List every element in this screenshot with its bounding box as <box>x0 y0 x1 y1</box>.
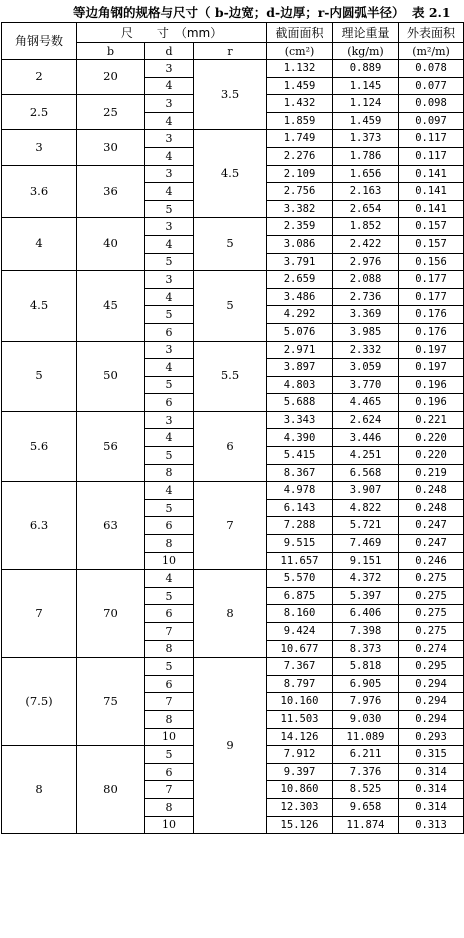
d-cell: 5 <box>145 253 194 271</box>
table-title <box>0 0 464 22</box>
weight-cell: 3.985 <box>333 323 399 341</box>
d-cell: 3 <box>145 341 194 359</box>
area-cell: 11.503 <box>267 710 333 728</box>
area-cell: 7.912 <box>267 746 333 764</box>
weight-cell: 3.446 <box>333 429 399 447</box>
header-b: b <box>77 43 145 60</box>
d-cell: 5 <box>145 200 194 218</box>
area-cell: 4.803 <box>267 376 333 394</box>
d-cell: 4 <box>145 288 194 306</box>
b-cell: 56 <box>77 411 145 481</box>
d-cell: 6 <box>145 517 194 535</box>
b-cell: 80 <box>77 746 145 834</box>
area-cell: 1.132 <box>267 60 333 78</box>
d-cell: 4 <box>145 429 194 447</box>
d-cell: 7 <box>145 781 194 799</box>
weight-cell: 1.459 <box>333 112 399 130</box>
area-cell: 3.791 <box>267 253 333 271</box>
surface-cell: 0.246 <box>399 552 464 570</box>
table-row <box>2 341 464 359</box>
header-area: 截面面积 <box>267 23 333 43</box>
surface-cell: 0.176 <box>399 306 464 324</box>
header-r: r <box>194 43 267 60</box>
area-cell: 5.570 <box>267 570 333 588</box>
area-cell: 3.897 <box>267 359 333 377</box>
area-cell: 4.292 <box>267 306 333 324</box>
weight-cell: 2.736 <box>333 288 399 306</box>
d-cell: 4 <box>145 147 194 165</box>
table-row <box>2 482 464 500</box>
area-cell: 4.978 <box>267 482 333 500</box>
header-row-1 <box>2 23 464 43</box>
weight-cell: 5.397 <box>333 587 399 605</box>
weight-cell: 2.088 <box>333 271 399 289</box>
surface-cell: 0.275 <box>399 587 464 605</box>
surface-cell: 0.117 <box>399 147 464 165</box>
surface-cell: 0.315 <box>399 746 464 764</box>
d-cell: 3 <box>145 165 194 183</box>
r-cell: 3.5 <box>194 60 267 130</box>
surface-cell: 0.197 <box>399 359 464 377</box>
surface-cell: 0.176 <box>399 323 464 341</box>
surface-cell: 0.078 <box>399 60 464 78</box>
d-cell: 3 <box>145 130 194 148</box>
surface-cell: 0.247 <box>399 517 464 535</box>
angle-no-cell: 2.5 <box>2 95 77 130</box>
b-cell: 45 <box>77 271 145 341</box>
d-cell: 5 <box>145 376 194 394</box>
weight-cell: 2.163 <box>333 183 399 201</box>
d-cell: 8 <box>145 464 194 482</box>
weight-cell: 4.372 <box>333 570 399 588</box>
r-cell: 7 <box>194 482 267 570</box>
header-surface-unit: (m²/m) <box>399 43 464 60</box>
weight-cell: 3.770 <box>333 376 399 394</box>
surface-cell: 0.098 <box>399 95 464 113</box>
angle-no-cell: 3.6 <box>2 165 77 218</box>
header-angle-no: 角钢号数 <box>2 23 77 60</box>
d-cell: 6 <box>145 763 194 781</box>
surface-cell: 0.247 <box>399 535 464 553</box>
surface-cell: 0.294 <box>399 693 464 711</box>
surface-cell: 0.275 <box>399 605 464 623</box>
weight-cell: 5.818 <box>333 658 399 676</box>
surface-cell: 0.314 <box>399 763 464 781</box>
area-cell: 3.086 <box>267 235 333 253</box>
angle-no-cell: 5 <box>2 341 77 411</box>
surface-cell: 0.196 <box>399 394 464 412</box>
angle-no-cell: 4.5 <box>2 271 77 341</box>
area-cell: 9.397 <box>267 763 333 781</box>
weight-cell: 9.658 <box>333 798 399 816</box>
weight-cell: 2.654 <box>333 200 399 218</box>
area-cell: 2.109 <box>267 165 333 183</box>
d-cell: 4 <box>145 482 194 500</box>
weight-cell: 8.525 <box>333 781 399 799</box>
area-cell: 5.076 <box>267 323 333 341</box>
area-cell: 9.515 <box>267 535 333 553</box>
area-cell: 3.382 <box>267 200 333 218</box>
surface-cell: 0.275 <box>399 570 464 588</box>
area-cell: 2.276 <box>267 147 333 165</box>
surface-cell: 0.141 <box>399 183 464 201</box>
d-cell: 3 <box>145 271 194 289</box>
area-cell: 12.303 <box>267 798 333 816</box>
d-cell: 7 <box>145 693 194 711</box>
angle-no-cell: 2 <box>2 60 77 95</box>
surface-cell: 0.157 <box>399 235 464 253</box>
r-cell: 5 <box>194 218 267 271</box>
area-cell: 3.486 <box>267 288 333 306</box>
surface-cell: 0.221 <box>399 411 464 429</box>
d-cell: 10 <box>145 552 194 570</box>
area-cell: 11.657 <box>267 552 333 570</box>
table-row <box>2 130 464 148</box>
b-cell: 36 <box>77 165 145 218</box>
weight-cell: 3.369 <box>333 306 399 324</box>
table-row <box>2 658 464 676</box>
area-cell: 1.749 <box>267 130 333 148</box>
d-cell: 8 <box>145 710 194 728</box>
weight-cell: 1.656 <box>333 165 399 183</box>
weight-cell: 6.406 <box>333 605 399 623</box>
surface-cell: 0.197 <box>399 341 464 359</box>
weight-cell: 7.398 <box>333 623 399 641</box>
d-cell: 4 <box>145 359 194 377</box>
r-cell: 6 <box>194 411 267 481</box>
d-cell: 4 <box>145 77 194 95</box>
r-cell: 5 <box>194 271 267 341</box>
surface-cell: 0.177 <box>399 271 464 289</box>
b-cell: 75 <box>77 658 145 746</box>
d-cell: 8 <box>145 798 194 816</box>
d-cell: 5 <box>145 447 194 465</box>
b-cell: 70 <box>77 570 145 658</box>
area-cell: 2.659 <box>267 271 333 289</box>
d-cell: 5 <box>145 658 194 676</box>
area-cell: 2.756 <box>267 183 333 201</box>
header-weight-unit: (kg/m) <box>333 43 399 60</box>
table-body <box>2 60 464 834</box>
area-cell: 1.432 <box>267 95 333 113</box>
d-cell: 4 <box>145 570 194 588</box>
d-cell: 8 <box>145 640 194 658</box>
surface-cell: 0.248 <box>399 482 464 500</box>
surface-cell: 0.196 <box>399 376 464 394</box>
d-cell: 5 <box>145 746 194 764</box>
angle-no-cell: 5.6 <box>2 411 77 481</box>
surface-cell: 0.248 <box>399 499 464 517</box>
d-cell: 4 <box>145 183 194 201</box>
r-cell: 8 <box>194 570 267 658</box>
d-cell: 6 <box>145 323 194 341</box>
r-cell: 5.5 <box>194 341 267 411</box>
b-cell: 40 <box>77 218 145 271</box>
weight-cell: 6.568 <box>333 464 399 482</box>
weight-cell: 7.976 <box>333 693 399 711</box>
weight-cell: 8.373 <box>333 640 399 658</box>
d-cell: 10 <box>145 816 194 834</box>
d-cell: 6 <box>145 605 194 623</box>
area-cell: 5.688 <box>267 394 333 412</box>
weight-cell: 11.089 <box>333 728 399 746</box>
surface-cell: 0.274 <box>399 640 464 658</box>
angle-no-cell: 7 <box>2 570 77 658</box>
weight-cell: 4.822 <box>333 499 399 517</box>
weight-cell: 4.465 <box>333 394 399 412</box>
b-cell: 25 <box>77 95 145 130</box>
weight-cell: 6.211 <box>333 746 399 764</box>
d-cell: 5 <box>145 499 194 517</box>
d-cell: 4 <box>145 235 194 253</box>
table-row <box>2 60 464 78</box>
weight-cell: 7.376 <box>333 763 399 781</box>
area-cell: 15.126 <box>267 816 333 834</box>
area-cell: 8.160 <box>267 605 333 623</box>
surface-cell: 0.141 <box>399 200 464 218</box>
angle-no-cell: 4 <box>2 218 77 271</box>
surface-cell: 0.220 <box>399 447 464 465</box>
weight-cell: 1.373 <box>333 130 399 148</box>
d-cell: 3 <box>145 60 194 78</box>
surface-cell: 0.294 <box>399 710 464 728</box>
d-cell: 4 <box>145 112 194 130</box>
weight-cell: 7.469 <box>333 535 399 553</box>
angle-no-cell: 6.3 <box>2 482 77 570</box>
header-area-unit: (cm²) <box>267 43 333 60</box>
weight-cell: 1.124 <box>333 95 399 113</box>
weight-cell: 1.852 <box>333 218 399 236</box>
surface-cell: 0.220 <box>399 429 464 447</box>
weight-cell: 6.905 <box>333 675 399 693</box>
b-cell: 50 <box>77 341 145 411</box>
weight-cell: 2.332 <box>333 341 399 359</box>
surface-cell: 0.156 <box>399 253 464 271</box>
area-cell: 2.971 <box>267 341 333 359</box>
surface-cell: 0.295 <box>399 658 464 676</box>
weight-cell: 9.151 <box>333 552 399 570</box>
d-cell: 5 <box>145 587 194 605</box>
area-cell: 6.143 <box>267 499 333 517</box>
weight-cell: 2.624 <box>333 411 399 429</box>
r-cell: 4.5 <box>194 130 267 218</box>
weight-cell: 4.251 <box>333 447 399 465</box>
area-cell: 1.459 <box>267 77 333 95</box>
surface-cell: 0.177 <box>399 288 464 306</box>
area-cell: 2.359 <box>267 218 333 236</box>
d-cell: 10 <box>145 728 194 746</box>
area-cell: 9.424 <box>267 623 333 641</box>
table-row <box>2 218 464 236</box>
table-row <box>2 570 464 588</box>
area-cell: 10.860 <box>267 781 333 799</box>
surface-cell: 0.314 <box>399 781 464 799</box>
weight-cell: 1.786 <box>333 147 399 165</box>
angle-no-cell: (7.5) <box>2 658 77 746</box>
d-cell: 3 <box>145 218 194 236</box>
weight-cell: 5.721 <box>333 517 399 535</box>
surface-cell: 0.219 <box>399 464 464 482</box>
b-cell: 20 <box>77 60 145 95</box>
angle-steel-spec-table <box>1 22 464 834</box>
surface-cell: 0.077 <box>399 77 464 95</box>
d-cell: 6 <box>145 394 194 412</box>
weight-cell: 3.059 <box>333 359 399 377</box>
table-row <box>2 411 464 429</box>
d-cell: 3 <box>145 95 194 113</box>
surface-cell: 0.157 <box>399 218 464 236</box>
area-cell: 7.367 <box>267 658 333 676</box>
table-row <box>2 271 464 289</box>
b-cell: 30 <box>77 130 145 165</box>
area-cell: 8.797 <box>267 675 333 693</box>
area-cell: 4.390 <box>267 429 333 447</box>
angle-no-cell: 8 <box>2 746 77 834</box>
b-cell: 63 <box>77 482 145 570</box>
area-cell: 10.160 <box>267 693 333 711</box>
surface-cell: 0.141 <box>399 165 464 183</box>
area-cell: 3.343 <box>267 411 333 429</box>
angle-no-cell: 3 <box>2 130 77 165</box>
area-cell: 7.288 <box>267 517 333 535</box>
area-cell: 14.126 <box>267 728 333 746</box>
weight-cell: 0.889 <box>333 60 399 78</box>
d-cell: 5 <box>145 306 194 324</box>
r-cell: 9 <box>194 658 267 834</box>
table-number: 表 2.1 <box>412 5 451 20</box>
surface-cell: 0.293 <box>399 728 464 746</box>
area-cell: 8.367 <box>267 464 333 482</box>
weight-cell: 3.907 <box>333 482 399 500</box>
d-cell: 8 <box>145 535 194 553</box>
surface-cell: 0.097 <box>399 112 464 130</box>
weight-cell: 1.145 <box>333 77 399 95</box>
area-cell: 5.415 <box>267 447 333 465</box>
header-dims: 尺 寸 （mm） <box>77 23 267 43</box>
surface-cell: 0.313 <box>399 816 464 834</box>
area-cell: 6.875 <box>267 587 333 605</box>
header-d: d <box>145 43 194 60</box>
weight-cell: 11.874 <box>333 816 399 834</box>
weight-cell: 9.030 <box>333 710 399 728</box>
surface-cell: 0.294 <box>399 675 464 693</box>
header-weight: 理论重量 <box>333 23 399 43</box>
area-cell: 1.859 <box>267 112 333 130</box>
d-cell: 6 <box>145 675 194 693</box>
area-cell: 10.677 <box>267 640 333 658</box>
d-cell: 3 <box>145 411 194 429</box>
weight-cell: 2.422 <box>333 235 399 253</box>
table-title-text: 等边角钢的规格与尺寸（ b-边宽；d-边厚；r-内圆弧半径） <box>73 5 405 20</box>
header-surface: 外表面积 <box>399 23 464 43</box>
d-cell: 7 <box>145 623 194 641</box>
surface-cell: 0.117 <box>399 130 464 148</box>
surface-cell: 0.275 <box>399 623 464 641</box>
surface-cell: 0.314 <box>399 798 464 816</box>
weight-cell: 2.976 <box>333 253 399 271</box>
